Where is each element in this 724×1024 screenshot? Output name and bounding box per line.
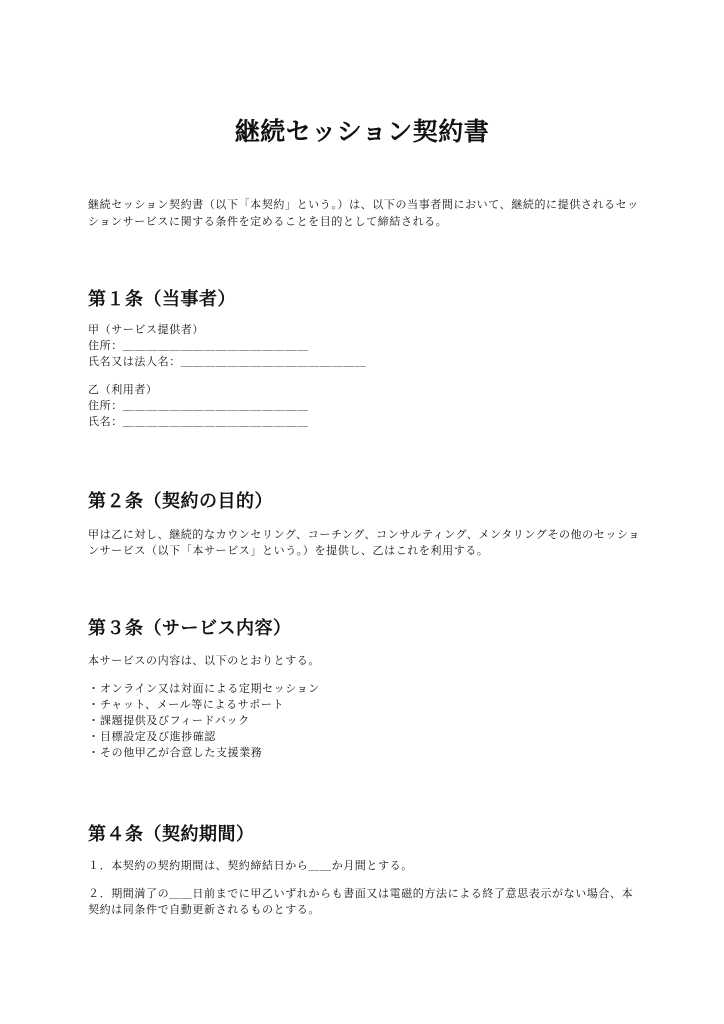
article-4-clause-1: １．本契約の契約期間は、契約締結日から＿＿か月間とする。 xyxy=(88,859,413,872)
party-a-label: 甲（サービス提供者） xyxy=(88,323,204,336)
article-2-body xyxy=(88,527,640,559)
spacer xyxy=(88,874,640,886)
intro-paragraph: 継続セッション契約書（以下「本契約」という。）は、以下の当事者間において、継続的に提供されるセッションサービスに関する条件を定めることを目的として締結される。 xyxy=(88,198,639,228)
document-title: 継続セッション契約書 xyxy=(234,117,490,146)
list-item: ・ 課題提供及びフィードバック xyxy=(88,714,250,727)
party-a-name: 氏名又は法人名：＿＿＿＿＿＿＿＿＿＿＿＿＿＿＿＿ xyxy=(88,355,367,368)
article-3-body xyxy=(88,653,640,761)
spacer xyxy=(88,370,640,382)
party-b-label: 乙（利用者） xyxy=(88,383,158,396)
article-4-heading: 第４条（契約期間） xyxy=(88,824,255,845)
article-2-text: 甲は乙に対し、継続的なカウンセリング、コーチング、コンサルティング、メンタリングその他のセッションサービス（以下「本サービス」という。）を提供し、乙はこれを利用する。 xyxy=(88,528,640,557)
bullet-icon: ・ xyxy=(88,682,100,695)
bullet-icon: ・ xyxy=(88,714,100,727)
party-b-address: 住所：＿＿＿＿＿＿＿＿＿＿＿＿＿＿＿＿ xyxy=(88,399,309,412)
article-1-heading: 第１条（当事者） xyxy=(88,289,236,310)
bullet-icon: ・ xyxy=(88,746,100,759)
party-b-name: 氏名：＿＿＿＿＿＿＿＿＿＿＿＿＿＿＿＿ xyxy=(88,415,309,428)
list-item: ・ その他甲乙が合意した支援業務 xyxy=(88,746,263,759)
list-item: ・ オンライン又は対面による定期セッション xyxy=(88,682,320,695)
spacer xyxy=(88,669,640,681)
bullet-icon: ・ xyxy=(88,730,100,743)
article-1-body xyxy=(88,322,640,430)
article-2-heading: 第２条（契約の目的） xyxy=(88,491,273,512)
party-a-address: 住所：＿＿＿＿＿＿＿＿＿＿＿＿＿＿＿＿ xyxy=(88,339,309,352)
bullet-icon: ・ xyxy=(88,698,100,711)
article-3-heading: 第３条（サービス内容） xyxy=(88,618,292,639)
list-item: ・ チャット、メール等によるサポート xyxy=(88,698,285,711)
list-item: ・ 目標設定及び進捗確認 xyxy=(88,730,216,743)
service-list xyxy=(88,681,640,761)
article-4-clause-2: ２．期間満了の＿＿日前までに甲乙いずれからも書面又は電磁的方法による終了意思表示がない場合、本契約は同条件で自動更新されるものとする。 xyxy=(88,887,634,916)
article-4-body xyxy=(88,858,640,918)
article-3-lead: 本サービスの内容は、以下のとおりとする。 xyxy=(88,654,320,667)
